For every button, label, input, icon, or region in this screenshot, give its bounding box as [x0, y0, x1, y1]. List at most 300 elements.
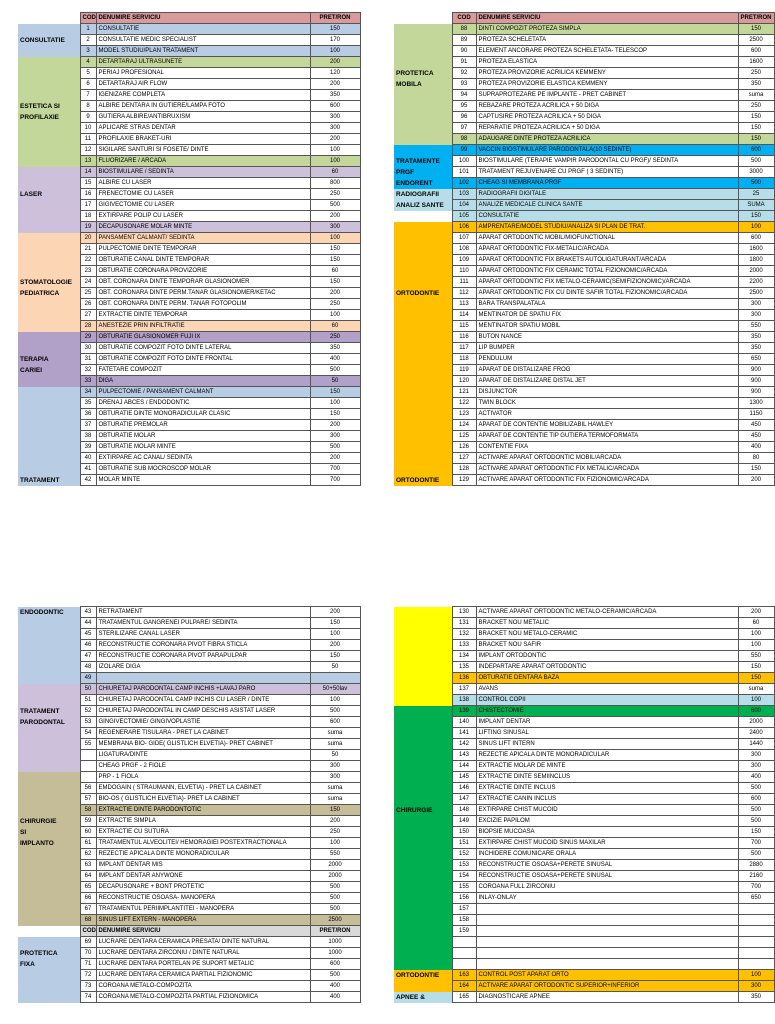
service-price: 250	[310, 189, 360, 200]
service-code: 90	[452, 46, 476, 57]
service-price	[310, 673, 360, 684]
table-row	[394, 695, 774, 706]
table-row	[394, 772, 774, 783]
category-label	[18, 981, 80, 992]
table-row	[394, 794, 774, 805]
table-row	[394, 211, 774, 222]
table-row	[18, 420, 360, 431]
service-price: 400	[310, 981, 360, 992]
service-price: 700	[310, 475, 360, 486]
service-price: 550	[310, 849, 360, 860]
service-code: 149	[452, 816, 476, 827]
table-row	[394, 838, 774, 849]
service-code: 156	[452, 893, 476, 904]
service-name: SINUS LIFT INTERN	[476, 739, 738, 750]
service-price: 500	[310, 200, 360, 211]
service-name: PANSAMENT CALMANT/ SEDINTA	[96, 233, 310, 244]
service-name: CHIURETAJ PARODONTAL IN CAMP DESCHIS ASISTAT LASER	[96, 706, 310, 717]
service-code: 139	[452, 706, 476, 717]
category-label	[18, 266, 80, 277]
table-row	[18, 772, 360, 783]
table-row	[394, 662, 774, 673]
category-label	[18, 860, 80, 871]
category-label	[394, 387, 452, 398]
table-row	[394, 640, 774, 651]
category-label	[394, 277, 452, 288]
service-code: 25	[80, 288, 96, 299]
service-price: 350	[310, 343, 360, 354]
table-row	[394, 948, 774, 959]
service-price: 25	[738, 189, 774, 200]
service-name	[476, 937, 738, 948]
service-code: 143	[452, 750, 476, 761]
category-label: IMPLANTO	[18, 838, 80, 849]
service-code: 122	[452, 398, 476, 409]
service-name: FATETARE COMPOZIT	[96, 365, 310, 376]
table-row	[394, 915, 774, 926]
service-price: 200	[310, 211, 360, 222]
service-price: 2000	[310, 871, 360, 882]
table-row	[18, 981, 360, 992]
service-code: 34	[80, 387, 96, 398]
service-price: 200	[310, 420, 360, 431]
service-price: 500	[310, 904, 360, 915]
service-code	[80, 750, 96, 761]
service-code: 119	[452, 365, 476, 376]
service-code: 29	[80, 332, 96, 343]
table-row	[394, 332, 774, 343]
service-price	[738, 948, 774, 959]
service-name: APARAT ORTODONTIC MOBIL/MIOFUNCTIONAL	[476, 233, 738, 244]
service-name: MEMBRANA BIO- GIDE( GLISTLICH ELVETIA)- PRET CABINET	[96, 739, 310, 750]
service-code: 24	[80, 277, 96, 288]
service-price: 150	[310, 387, 360, 398]
service-price: 50	[310, 662, 360, 673]
category-label: PEDIATRICA	[18, 288, 80, 299]
service-code: 8	[80, 101, 96, 112]
service-code: 3	[80, 46, 96, 57]
price-table-block-tl	[18, 12, 361, 486]
service-price: 200	[738, 475, 774, 486]
service-price: 100	[738, 629, 774, 640]
service-price	[738, 959, 774, 970]
category-label	[18, 68, 80, 79]
service-price: 500	[738, 783, 774, 794]
service-price: 700	[738, 882, 774, 893]
service-name: OBT. CORONARA DINTE PERM.TANAR GLASIONOMER/KETAC	[96, 288, 310, 299]
table-row	[394, 651, 774, 662]
service-price: 3000	[738, 167, 774, 178]
table-row	[394, 200, 774, 211]
price-table	[18, 12, 361, 486]
category-label: CHIRURGIE	[18, 816, 80, 827]
service-code: 72	[80, 970, 96, 981]
service-code: 74	[80, 992, 96, 1003]
service-name: CONTENTIE FIXA	[476, 442, 738, 453]
category-label: PARODONTAL	[18, 717, 80, 728]
service-code: 102	[452, 178, 476, 189]
service-code: 7	[80, 90, 96, 101]
service-code: 57	[80, 794, 96, 805]
category-label	[394, 772, 452, 783]
category-label	[18, 145, 80, 156]
service-code: 136	[452, 673, 476, 684]
service-name: RECONSTRUCTIE OSOASA+PERETE SINUSAL	[476, 860, 738, 871]
service-price: 500	[310, 365, 360, 376]
service-code: 5	[80, 68, 96, 79]
category-label	[18, 640, 80, 651]
category-label	[18, 673, 80, 684]
category-label	[394, 13, 452, 24]
category-label: CONSULTATIE	[18, 35, 80, 46]
service-code: 48	[80, 662, 96, 673]
service-name: BIO-OS ( GLISTLICH ELVETIA)- PRET LA CABINET	[96, 794, 310, 805]
category-label	[394, 365, 452, 376]
table-row	[18, 651, 360, 662]
service-name: CONSULTATIE MEDIC SPECIALIST	[96, 35, 310, 46]
table-row	[394, 893, 774, 904]
service-name: ALBIRE CU LASER	[96, 178, 310, 189]
service-code: 4	[80, 57, 96, 68]
category-label	[18, 79, 80, 90]
service-name: PULPECTOMIE DINTE TEMPORAR	[96, 244, 310, 255]
service-code: 121	[452, 387, 476, 398]
service-code: 120	[452, 376, 476, 387]
table-row	[18, 332, 360, 343]
service-name: CHEAG SI MEMBRANA PRGF	[476, 178, 738, 189]
service-code: 152	[452, 849, 476, 860]
service-price: 100	[310, 838, 360, 849]
table-row	[394, 739, 774, 750]
service-code: 123	[452, 409, 476, 420]
category-label: TERAPIA	[18, 354, 80, 365]
service-code: 9	[80, 112, 96, 123]
category-label	[394, 90, 452, 101]
service-name: DISJUNCTOR	[476, 387, 738, 398]
service-name: PRP - 1 FIOLA	[96, 772, 310, 783]
service-code: 94	[452, 90, 476, 101]
category-label	[394, 629, 452, 640]
service-code	[452, 948, 476, 959]
service-code: 66	[80, 893, 96, 904]
service-code: 14	[80, 167, 96, 178]
table-row	[394, 618, 774, 629]
service-price: 100	[738, 222, 774, 233]
category-label	[18, 893, 80, 904]
service-price: 250	[310, 299, 360, 310]
category-label	[394, 915, 452, 926]
category-label: MOBILA	[394, 79, 452, 90]
service-name: BIOPSIE MUCOASA	[476, 827, 738, 838]
service-code: 15	[80, 178, 96, 189]
table-row	[18, 904, 360, 915]
service-price: SUMA	[738, 200, 774, 211]
table-row	[394, 706, 774, 717]
service-price: 150	[738, 24, 774, 35]
service-price	[738, 926, 774, 937]
service-code: 113	[452, 299, 476, 310]
service-name: DIAGNOSTICARE APNEE	[476, 992, 738, 1003]
service-name: APLICARE STRAS DENTAR	[96, 123, 310, 134]
category-label: PROTETICA	[18, 948, 80, 959]
table-row	[18, 398, 360, 409]
service-price: 100	[310, 695, 360, 706]
service-name: ALBIRE DENTARA IN GUTIERE/LAMPA FOTO	[96, 101, 310, 112]
table-row	[394, 442, 774, 453]
service-name: EXTRACTIE DINTE SEMIINCLUS	[476, 772, 738, 783]
category-label	[18, 882, 80, 893]
category-label	[394, 409, 452, 420]
service-name: INLAY-ONLAY	[476, 893, 738, 904]
service-price: 2200	[738, 277, 774, 288]
category-label	[18, 13, 80, 24]
category-label	[18, 629, 80, 640]
table-row	[394, 156, 774, 167]
service-name: EXTIRPARE CHIST MUCOID SINUS MAXILAR	[476, 838, 738, 849]
service-code: 22	[80, 255, 96, 266]
service-name: AVANS	[476, 684, 738, 695]
category-label	[394, 673, 452, 684]
table-row	[394, 46, 774, 57]
service-price: 50	[310, 376, 360, 387]
service-code: 118	[452, 354, 476, 365]
service-price: 150	[310, 618, 360, 629]
service-code: 95	[452, 101, 476, 112]
table-row	[394, 299, 774, 310]
service-price: 600	[738, 145, 774, 156]
table-row	[18, 90, 360, 101]
service-name: BARA TRANSPALATALA	[476, 299, 738, 310]
category-label	[394, 321, 452, 332]
service-name: ACTIVARE APARAT ORTODONTIC SUPERIOR+INFERIOR	[476, 981, 738, 992]
service-code: 38	[80, 431, 96, 442]
service-price: 500	[738, 805, 774, 816]
service-code: 129	[452, 475, 476, 486]
service-name: OBTURATIE CANAL DINTE TEMPORAR	[96, 255, 310, 266]
service-price: 500	[738, 816, 774, 827]
table-row	[394, 728, 774, 739]
service-name: APARAT DE DISTALIZARE FROG	[476, 365, 738, 376]
service-code: 111	[452, 277, 476, 288]
service-code: 21	[80, 244, 96, 255]
table-row	[394, 431, 774, 442]
service-name: DIGA	[96, 376, 310, 387]
service-name: TWIN BLOCK	[476, 398, 738, 409]
service-code: 130	[452, 607, 476, 618]
service-price: 650	[738, 893, 774, 904]
category-label	[18, 299, 80, 310]
service-code: 69	[80, 937, 96, 948]
service-name: EXTRACTIE SIMPLA	[96, 816, 310, 827]
category-label	[394, 926, 452, 937]
service-name: RETRATAMENT	[96, 607, 310, 618]
category-label	[18, 871, 80, 882]
service-name: APARAT ORTODONTIC FIX CU DINTE SAFIR TOTAL FIZIONOMIC/ARCADA	[476, 288, 738, 299]
service-name: ACTIVATOR	[476, 409, 738, 420]
service-name: TRATAMENTUL PERIIMPLANTITEI - MANOPERA	[96, 904, 310, 915]
service-code: 91	[452, 57, 476, 68]
category-label: TRATAMENT	[18, 706, 80, 717]
service-code: 146	[452, 783, 476, 794]
category-label	[394, 948, 452, 959]
table-row	[18, 442, 360, 453]
service-price: 350	[738, 79, 774, 90]
service-price: 300	[310, 772, 360, 783]
table-row	[394, 629, 774, 640]
category-label	[394, 101, 452, 112]
table-row	[18, 145, 360, 156]
service-price: 600	[738, 794, 774, 805]
service-name: LUCRARE DENTARA CERAMICA PARTIAL FIZIONOMIC	[96, 970, 310, 981]
service-code: 27	[80, 310, 96, 321]
table-row	[18, 134, 360, 145]
service-name: STERILIZARE CANAL LASER	[96, 629, 310, 640]
service-code: 165	[452, 992, 476, 1003]
table-row	[394, 970, 774, 981]
service-name: INDEPARTARE APARAT ORTODONTIC	[476, 662, 738, 673]
service-price: 150	[738, 211, 774, 222]
service-code: 28	[80, 321, 96, 332]
service-price: 100	[738, 640, 774, 651]
service-code: 164	[452, 981, 476, 992]
table-row	[18, 200, 360, 211]
service-price: 450	[738, 420, 774, 431]
category-label	[18, 343, 80, 354]
category-label	[18, 805, 80, 816]
service-price: 600	[310, 959, 360, 970]
category-label	[394, 255, 452, 266]
table-row	[394, 937, 774, 948]
table-row	[18, 937, 360, 948]
table-row	[18, 277, 360, 288]
service-name: COROANA FULL ZIRCONIU	[476, 882, 738, 893]
service-price: 2000	[738, 717, 774, 728]
service-code: 19	[80, 222, 96, 233]
service-name: CAPTUSIRE PROTEZA ACRILICA + 50 DIGA	[476, 112, 738, 123]
table-row	[394, 464, 774, 475]
service-code: 151	[452, 838, 476, 849]
service-name: OBTURATIE DENTARA BAZA	[476, 673, 738, 684]
category-label	[394, 849, 452, 860]
service-name: MENTINATOR DE SPATIU FIX	[476, 310, 738, 321]
table-row	[18, 948, 360, 959]
service-price: 200	[310, 640, 360, 651]
service-price: 200	[310, 816, 360, 827]
service-code: 145	[452, 772, 476, 783]
service-price: suma	[310, 794, 360, 805]
category-label	[394, 310, 452, 321]
service-code: 128	[452, 464, 476, 475]
table-row	[394, 145, 774, 156]
category-label	[394, 134, 452, 145]
table-row	[18, 343, 360, 354]
service-code: 18	[80, 211, 96, 222]
service-price: 2880	[738, 860, 774, 871]
table-row	[18, 662, 360, 673]
service-price: 300	[310, 112, 360, 123]
service-price	[738, 915, 774, 926]
category-label	[394, 893, 452, 904]
table-row	[18, 112, 360, 123]
category-label	[394, 24, 452, 35]
table-row	[394, 453, 774, 464]
table-row	[394, 761, 774, 772]
service-name: FLUORIZARE / ARCADA	[96, 156, 310, 167]
service-price: 50+50lav	[310, 684, 360, 695]
category-label	[394, 728, 452, 739]
service-code: 59	[80, 816, 96, 827]
service-code: 127	[452, 453, 476, 464]
table-row	[394, 57, 774, 68]
category-label	[394, 651, 452, 662]
service-price: 450	[738, 431, 774, 442]
service-price: 300	[738, 299, 774, 310]
service-name: PERIAJ PROFESIONAL	[96, 68, 310, 79]
service-code: 141	[452, 728, 476, 739]
category-label	[18, 684, 80, 695]
service-code: 134	[452, 651, 476, 662]
category-label	[18, 618, 80, 629]
service-name: LUCRARE DENTARA ZIRCONIU / DINTE NATURAL	[96, 948, 310, 959]
service-code: 138	[452, 695, 476, 706]
table-row	[394, 717, 774, 728]
service-price: 150	[738, 673, 774, 684]
service-name: COROANA METALO-COMPOZITA PARTIAL FIZIONOMICA	[96, 992, 310, 1003]
table-row	[18, 629, 360, 640]
table-row	[394, 79, 774, 90]
service-price: PRET/RON	[738, 13, 774, 24]
service-code	[452, 959, 476, 970]
service-price: 400	[310, 354, 360, 365]
service-name: EXTRACTIE MOLAR DE MINTE	[476, 761, 738, 772]
table-row	[18, 299, 360, 310]
category-label	[394, 57, 452, 68]
table-row	[394, 409, 774, 420]
service-price: 100	[738, 970, 774, 981]
table-row	[18, 288, 360, 299]
price-table	[18, 606, 361, 1003]
category-label	[18, 420, 80, 431]
service-name: VACCIN BIOSTIMULARE PARODONTALA(10 SEDINTE)	[476, 145, 738, 156]
category-label: RADIOGRAFII	[394, 189, 452, 200]
service-price: 400	[738, 442, 774, 453]
table-row	[18, 387, 360, 398]
service-name: OBTURATIE PREMOLAR	[96, 420, 310, 431]
service-price: 250	[738, 101, 774, 112]
service-code: 70	[80, 948, 96, 959]
table-row	[394, 904, 774, 915]
table-row	[394, 266, 774, 277]
service-price: 2000	[738, 266, 774, 277]
table-row	[18, 24, 360, 35]
service-price: 100	[310, 398, 360, 409]
service-name: LIGATURA/DINTE	[96, 750, 310, 761]
service-code: 58	[80, 805, 96, 816]
category-label	[18, 211, 80, 222]
service-code: 73	[80, 981, 96, 992]
service-price: 350	[310, 90, 360, 101]
service-code: 2	[80, 35, 96, 46]
service-price: 1800	[738, 255, 774, 266]
category-label	[18, 849, 80, 860]
table-row	[394, 376, 774, 387]
service-code	[80, 772, 96, 783]
service-price: 170	[310, 35, 360, 46]
table-row	[18, 717, 360, 728]
service-name: TRATAMENTUL GANGRENEI PULPARE/ SEDINTA	[96, 618, 310, 629]
service-price: 500	[310, 893, 360, 904]
table-row	[394, 365, 774, 376]
